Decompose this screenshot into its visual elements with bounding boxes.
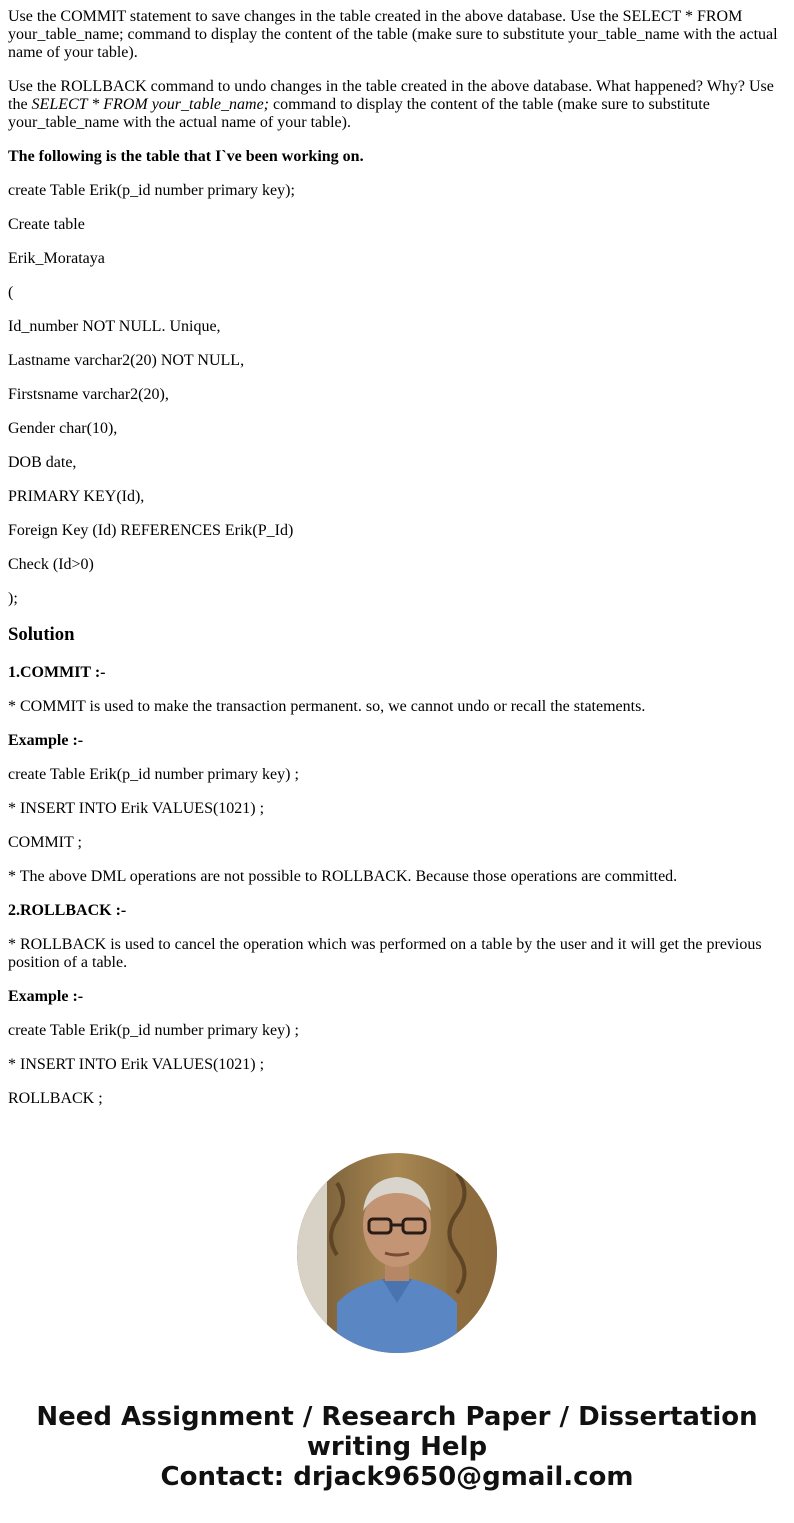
question-commit-paragraph: Use the COMMIT statement to save changes in the table created in the above database. Use the SELECT * FROM your_table_name; command to display the content of the table (make sure to substitute your_table_name with the actual name of your table).	[8, 8, 778, 61]
code-line: Foreign Key (Id) REFERENCES Erik(P_Id)	[8, 522, 294, 539]
commit-example-label: Example :-	[8, 732, 84, 749]
rollback-example-label: Example :-	[8, 988, 84, 1005]
author-photo-icon	[297, 1153, 497, 1353]
rollback-command-italic: SELECT * FROM your_table_name;	[31, 96, 270, 113]
commit-note: * The above DML operations are not possible to ROLLBACK. Because those operations are committed.	[8, 868, 678, 885]
rollback-heading: 2.ROLLBACK :-	[8, 902, 127, 919]
code-line: DOB date,	[8, 454, 77, 471]
promo-line-1: Need Assignment / Research Paper / Dissertation	[36, 1402, 758, 1432]
commit-description: * COMMIT is used to make the transaction permanent. so, we cannot undo or recall the statements.	[8, 698, 646, 715]
rollback-example-line: * INSERT INTO Erik VALUES(1021) ;	[8, 1056, 265, 1073]
code-line: create Table Erik(p_id number primary key);	[8, 182, 295, 199]
rollback-example-line: ROLLBACK ;	[8, 1090, 103, 1107]
code-line: PRIMARY KEY(Id),	[8, 488, 145, 505]
rollback-example-line: create Table Erik(p_id number primary key) ;	[8, 1022, 299, 1039]
commit-example-line: COMMIT ;	[8, 834, 82, 851]
code-line: Gender char(10),	[8, 420, 118, 437]
rollback-text-a: Use the ROLLBACK command to undo changes in the table created in the above database. What happened? Why? Use the	[8, 78, 774, 113]
rollback-description: * ROLLBACK is used to cancel the operation which was performed on a table by the user and it will get the previous position of a table.	[8, 936, 762, 971]
code-line: );	[8, 590, 18, 607]
commit-example-line: create Table Erik(p_id number primary key) ;	[8, 766, 299, 783]
code-line: Id_number NOT NULL. Unique,	[8, 318, 221, 335]
promo-contact: Contact: drjack9650@gmail.com	[160, 1462, 634, 1492]
document-body	[8, 8, 786, 1124]
code-line: Erik_Morataya	[8, 250, 105, 267]
code-line: (	[8, 284, 14, 301]
question-rollback-paragraph	[8, 78, 786, 132]
promo-banner	[0, 1402, 794, 1492]
code-line: Create table	[8, 216, 85, 233]
rollback-text-b: command to display the content of the table (make sure to substitute your_table_name with the actual name of your table).	[8, 96, 710, 131]
solution-title: Solution	[8, 624, 75, 645]
author-avatar	[297, 1153, 497, 1353]
code-line: Check (Id>0)	[8, 556, 94, 573]
table-heading: The following is the table that I`ve been working on.	[8, 148, 364, 165]
commit-example-line: * INSERT INTO Erik VALUES(1021) ;	[8, 800, 265, 817]
code-line: Lastname varchar2(20) NOT NULL,	[8, 352, 245, 369]
commit-heading: 1.COMMIT :-	[8, 664, 106, 681]
promo-line-2: writing Help	[306, 1432, 488, 1462]
code-line: Firstsname varchar2(20),	[8, 386, 169, 403]
